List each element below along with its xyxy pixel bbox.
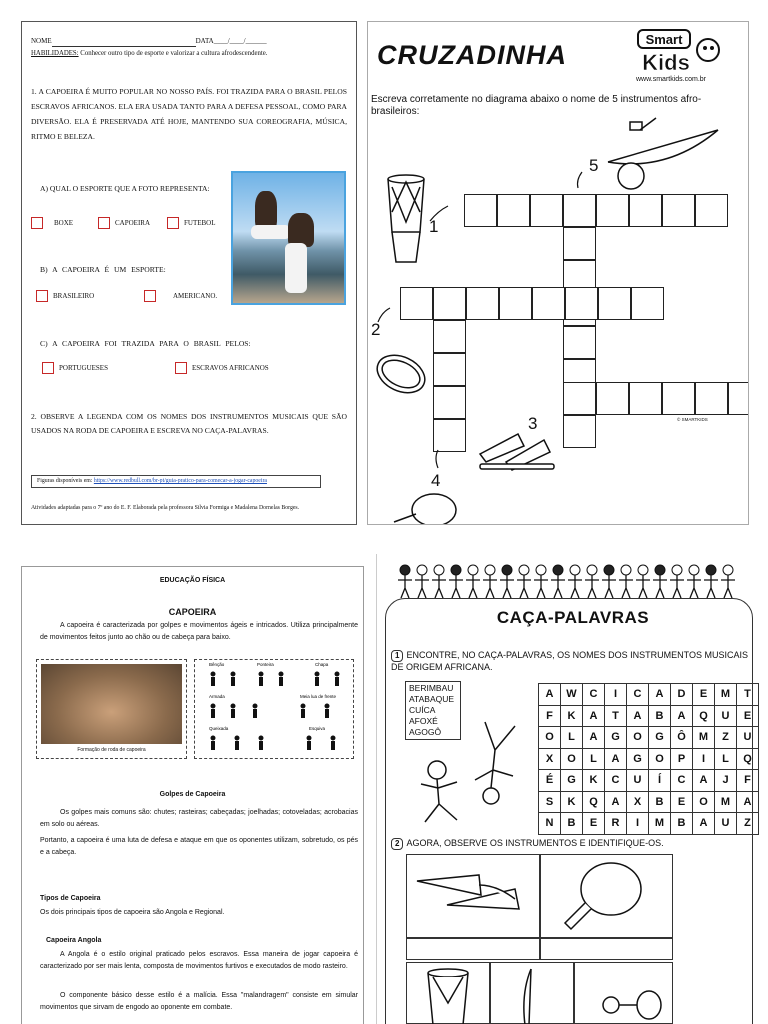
data-label: DATA bbox=[195, 37, 214, 45]
children-playing-illustration bbox=[405, 704, 535, 832]
header-row bbox=[31, 36, 347, 47]
child-body bbox=[704, 575, 718, 598]
task-1 bbox=[391, 650, 757, 673]
word-item: CUÍCA bbox=[409, 705, 436, 716]
instrument-drawings bbox=[368, 22, 749, 525]
angola-p1: A Angola é o estilo original praticado pelos escravos. Essa maneira de jogar capoeira é caracterizado por ser mais lenta, composta de movimentos furtivos e executados de modo rasteiro. bbox=[40, 951, 358, 970]
grid-letter[interactable]: T bbox=[605, 705, 627, 727]
grid-letter[interactable]: Í bbox=[649, 770, 671, 792]
grid-letter[interactable]: A bbox=[649, 684, 671, 706]
grid-letter[interactable]: M bbox=[693, 727, 715, 749]
grid-letter[interactable]: D bbox=[671, 684, 693, 706]
question-1-text: 1. A CAPOEIRA É MUITO POPULAR NO NOSSO PAÍS. FOI TRAZIDA PARA O BRASIL PELOS ESCRAVOS AFRICANOS. ELA ERA USADA TANTO PARA A DEFESA PESSOAL, COMO PARA DIVERSÃO. ELA É PRESERVADA ATÉ HOJE, MANTENDO SUA COREOGRAFIA, MÚSICA, RITMO E BELEZA. bbox=[31, 87, 347, 141]
child-body bbox=[551, 575, 565, 598]
child-head bbox=[417, 565, 427, 575]
grid-letter[interactable]: B bbox=[649, 705, 671, 727]
figures-source bbox=[31, 475, 321, 488]
grid-letter[interactable]: L bbox=[561, 727, 583, 749]
grid-letter[interactable]: É bbox=[539, 770, 561, 792]
grid-letter[interactable]: E bbox=[737, 705, 759, 727]
child-body bbox=[687, 575, 701, 598]
agogo-image bbox=[407, 855, 539, 937]
child-head bbox=[570, 565, 580, 575]
grid-letter[interactable]: M bbox=[649, 813, 671, 835]
move-label: Bênção bbox=[209, 662, 225, 667]
move-label: Ponteira bbox=[257, 662, 274, 667]
move-label: Armada bbox=[209, 694, 225, 699]
grid-letter[interactable]: C bbox=[605, 770, 627, 792]
option-portugueses[interactable] bbox=[42, 362, 108, 374]
question-c-text: C) A CAPOEIRA FOI TRAZIDA PARA O BRASIL PELOS: bbox=[40, 339, 251, 348]
child-body bbox=[415, 575, 429, 598]
grid-letter[interactable]: A bbox=[583, 727, 605, 749]
child-body bbox=[517, 575, 531, 598]
option-label: BOXE bbox=[54, 218, 74, 227]
grid-letter[interactable]: N bbox=[539, 813, 561, 835]
caxixi-drawing bbox=[394, 494, 456, 525]
photo-caption: Formação de roda de capoeira bbox=[77, 747, 146, 753]
grid-letter[interactable]: K bbox=[561, 791, 583, 813]
logo-top: Smart bbox=[645, 32, 683, 47]
berimbau-image bbox=[491, 963, 573, 1024]
checkbox[interactable] bbox=[175, 362, 187, 374]
grid-letter[interactable]: Z bbox=[737, 813, 759, 835]
grid-letter[interactable]: L bbox=[715, 748, 737, 770]
child-body bbox=[432, 575, 446, 598]
grid-letter[interactable]: F bbox=[539, 705, 561, 727]
grid-letter[interactable]: Q bbox=[693, 705, 715, 727]
letter-grid bbox=[538, 683, 759, 835]
child-head bbox=[451, 565, 461, 575]
option-label: FUTEBOL bbox=[184, 218, 216, 227]
clue-number-2: 2 bbox=[371, 320, 381, 339]
crossword-title: CRUZADINHA bbox=[377, 40, 567, 70]
logo-bottom: Kids bbox=[642, 50, 690, 75]
child-body bbox=[670, 575, 684, 598]
move-label: Esquiva bbox=[309, 726, 326, 731]
grid-row bbox=[539, 813, 759, 835]
article-intro: A capoeira é caracterizada por golpes e movimentos ágeis e intricados. Utiliza principalmente de movimentos feitos junto ao chão ou de cabeça para baixo. bbox=[40, 622, 358, 641]
grid-letter[interactable]: E bbox=[583, 813, 605, 835]
habilidades bbox=[31, 49, 347, 60]
child-head bbox=[536, 565, 546, 575]
grid-letter[interactable]: A bbox=[539, 684, 561, 706]
child-head bbox=[689, 565, 699, 575]
worksheet-panel bbox=[21, 21, 357, 525]
roda-photo-box bbox=[36, 659, 187, 759]
grid-letter[interactable]: Q bbox=[583, 791, 605, 813]
child-body bbox=[483, 575, 497, 598]
task-2-number: 2 bbox=[391, 838, 403, 850]
child-body bbox=[585, 575, 599, 598]
grid-letter[interactable]: J bbox=[715, 770, 737, 792]
grid-letter[interactable]: Ô bbox=[671, 727, 693, 749]
identify-box-caxixi[interactable] bbox=[574, 962, 673, 1024]
caxixi-image bbox=[575, 963, 672, 1024]
angola-p2: O componente básico desse estilo é a malícia. Essa "malandragem" consiste em simular movimentos que sirvam de engodo ao oponente em combate. bbox=[40, 992, 358, 1011]
arrow-5 bbox=[578, 172, 583, 188]
atabaque-drawing bbox=[388, 175, 424, 262]
child-head bbox=[723, 565, 733, 575]
golpes-p1: Os golpes mais comuns são: chutes; rasteiras; cabeçadas; joelhadas; cotoveladas; acrobacias em solo ou aéreas. bbox=[40, 809, 358, 828]
berimbau-drawing bbox=[608, 118, 718, 189]
grid-letter[interactable]: G bbox=[627, 748, 649, 770]
checkbox[interactable] bbox=[36, 290, 48, 302]
task-1-text: ENCONTRE, NO CAÇA-PALAVRAS, OS NOMES DOS INSTRUMENTOS MUSICAIS DE ORIGEM AFRICANA. bbox=[391, 650, 749, 672]
word-item: ATABAQUE bbox=[409, 694, 455, 705]
nome-line[interactable] bbox=[52, 36, 196, 47]
moves-illustration bbox=[195, 660, 351, 756]
grid-letter[interactable]: F bbox=[737, 770, 759, 792]
grid-letter[interactable]: A bbox=[627, 705, 649, 727]
grid-letter[interactable]: M bbox=[715, 684, 737, 706]
golpes-p2: Portanto, a capoeira é uma luta de defesa e ataque em que os oponentes utilizam, sobretudo, os pés e a cabeça. bbox=[40, 837, 358, 856]
capoeira-photo bbox=[231, 171, 346, 305]
atabaque-image bbox=[407, 963, 489, 1024]
grid-letter[interactable]: U bbox=[627, 770, 649, 792]
fighter-pants bbox=[285, 243, 307, 293]
checkbox[interactable] bbox=[98, 217, 110, 229]
grid-letter[interactable]: L bbox=[583, 748, 605, 770]
grid-letter[interactable]: U bbox=[715, 813, 737, 835]
credit-text: Atividades adaptadas para o 7º ano do E. F. Elaborada pela professora Silvia Formiga e Madalena Dornelas Borges. bbox=[31, 505, 300, 511]
grid-letter[interactable]: A bbox=[737, 791, 759, 813]
child-head bbox=[468, 565, 478, 575]
question-2-text: 2. OBSERVE A LEGENDA COM OS NOMES DOS INSTRUMENTOS MUSICAIS QUE SÃO USADOS NA RODA DE CAPOEIRA E ESCREVA NO CAÇA-PALAVRAS. bbox=[31, 412, 347, 436]
move-label: Chapa bbox=[315, 662, 329, 667]
option-label: AMERICANO. bbox=[173, 291, 218, 300]
grid-letter[interactable]: B bbox=[561, 813, 583, 835]
grid-letter[interactable]: W bbox=[561, 684, 583, 706]
child-head bbox=[604, 565, 614, 575]
grid-letter[interactable]: G bbox=[649, 727, 671, 749]
article-panel bbox=[21, 566, 364, 1024]
answer-line-2[interactable] bbox=[540, 938, 673, 960]
grid-letter[interactable]: Q bbox=[737, 748, 759, 770]
grid-row bbox=[539, 770, 759, 792]
child-body bbox=[466, 575, 480, 598]
crossword-instruction: Escreva corretamente no diagrama abaixo o nome de 5 instrumentos afro-brasileiros: bbox=[371, 94, 702, 117]
identify-box-berimbau[interactable] bbox=[490, 962, 574, 1024]
child-head bbox=[400, 565, 410, 575]
child-head bbox=[655, 565, 665, 575]
grid-letter[interactable]: A bbox=[605, 791, 627, 813]
option-americano[interactable] bbox=[144, 290, 217, 302]
grid-letter[interactable]: B bbox=[649, 791, 671, 813]
grid-letter[interactable]: U bbox=[737, 727, 759, 749]
child-head bbox=[502, 565, 512, 575]
child-head bbox=[519, 565, 529, 575]
data-slashes: ____/____/______ bbox=[213, 37, 267, 45]
child-head bbox=[485, 565, 495, 575]
grid-letter[interactable]: K bbox=[583, 770, 605, 792]
grid-letter[interactable]: I bbox=[693, 748, 715, 770]
move-figures bbox=[211, 672, 340, 751]
fighter-pants bbox=[251, 225, 291, 239]
copyright: © SMARTKIDS bbox=[677, 417, 708, 422]
child-body bbox=[721, 575, 735, 598]
grid-letter[interactable]: T bbox=[737, 684, 759, 706]
grid-row bbox=[539, 727, 759, 749]
child-body bbox=[568, 575, 582, 598]
word-item: AFOXÉ bbox=[409, 716, 438, 727]
question-a-text: A) QUAL O ESPORTE QUE A FOTO REPRESENTA: bbox=[40, 184, 210, 193]
pandeiro-drawing bbox=[371, 348, 431, 400]
grid-letter[interactable]: E bbox=[693, 684, 715, 706]
option-capoeira[interactable] bbox=[98, 217, 150, 229]
angola-title: Capoeira Angola bbox=[46, 937, 102, 944]
grid-letter[interactable]: O bbox=[539, 727, 561, 749]
arrow-4 bbox=[436, 450, 438, 468]
move-label: Queixada bbox=[209, 726, 229, 731]
option-futebol[interactable] bbox=[167, 217, 216, 229]
kids-row bbox=[398, 565, 735, 598]
child-body bbox=[602, 575, 616, 598]
identify-box-afoxe[interactable] bbox=[540, 854, 673, 938]
figuras-label: Figuras disponíveis em: bbox=[37, 478, 93, 484]
grid-letter[interactable]: O bbox=[649, 748, 671, 770]
afoxe-image bbox=[541, 855, 672, 937]
article-heading: EDUCAÇÃO FÍSICA bbox=[159, 577, 226, 584]
grid-letter[interactable]: C bbox=[583, 684, 605, 706]
fighter-shape bbox=[288, 213, 314, 247]
grid-letter[interactable]: I bbox=[605, 684, 627, 706]
grid-letter[interactable]: O bbox=[693, 791, 715, 813]
grid-letter[interactable]: A bbox=[605, 748, 627, 770]
child-body bbox=[398, 575, 412, 598]
child-body bbox=[653, 575, 667, 598]
option-label: CAPOEIRA bbox=[115, 218, 151, 227]
grid-letter[interactable]: A bbox=[583, 705, 605, 727]
checkbox[interactable] bbox=[31, 217, 43, 229]
grid-letter[interactable]: A bbox=[671, 705, 693, 727]
checkbox[interactable] bbox=[42, 362, 54, 374]
tipos-text: Os dois principais tipos de capoeira são Angola e Regional. bbox=[40, 909, 225, 916]
grid-letter[interactable]: A bbox=[693, 813, 715, 835]
word-item: BERIMBAU bbox=[409, 683, 454, 693]
grid-letter[interactable]: Z bbox=[715, 727, 737, 749]
fighter-shape bbox=[255, 191, 277, 229]
moves-illustration-box bbox=[194, 659, 354, 759]
option-label: PORTUGUESES bbox=[59, 363, 108, 372]
grid-letter[interactable]: I bbox=[627, 813, 649, 835]
option-escravos[interactable] bbox=[175, 362, 269, 374]
grid-letter[interactable]: O bbox=[627, 727, 649, 749]
clue-number-4: 4 bbox=[431, 471, 441, 490]
golpes-title: Golpes de Capoeira bbox=[159, 791, 226, 798]
grid-letter[interactable]: C bbox=[627, 684, 649, 706]
grid-letter[interactable]: A bbox=[693, 770, 715, 792]
child-head bbox=[553, 565, 563, 575]
arrow-2 bbox=[378, 308, 390, 322]
option-label: BRASILEIRO bbox=[53, 291, 95, 300]
agogo-drawing bbox=[480, 434, 554, 470]
grid-letter[interactable]: E bbox=[671, 791, 693, 813]
grid-letter[interactable]: G bbox=[561, 770, 583, 792]
child-head bbox=[638, 565, 648, 575]
answer-line-1[interactable] bbox=[406, 938, 540, 960]
move-label: Meia lua de frente bbox=[300, 694, 337, 699]
grid-row bbox=[539, 705, 759, 727]
question-b-text: B) A CAPOEIRA É UM ESPORTE: bbox=[40, 265, 166, 274]
clue-number-3: 3 bbox=[528, 414, 538, 433]
roda-photo bbox=[41, 664, 182, 744]
grid-row bbox=[539, 748, 759, 770]
checkbox[interactable] bbox=[167, 217, 179, 229]
grid-letter[interactable]: M bbox=[715, 791, 737, 813]
grid-letter[interactable]: R bbox=[605, 813, 627, 835]
child-body bbox=[534, 575, 548, 598]
article-title: CAPOEIRA bbox=[168, 607, 217, 617]
checkbox[interactable] bbox=[144, 290, 156, 302]
child-body bbox=[500, 575, 514, 598]
tipos-title: Tipos de Capoeira bbox=[40, 895, 101, 902]
child-body bbox=[619, 575, 633, 598]
wordsearch-panel bbox=[376, 554, 768, 1024]
site-url: www.smartkids.com.br bbox=[636, 76, 707, 83]
child-head bbox=[621, 565, 631, 575]
clue-number-1: 1 bbox=[429, 217, 439, 236]
option-label: ESCRAVOS AFRICANOS bbox=[192, 363, 269, 372]
task-2-text: AGORA, OBSERVE OS INSTRUMENTOS E IDENTIFIQUE-OS. bbox=[406, 838, 664, 848]
task-1-number: 1 bbox=[391, 650, 403, 662]
grid-letter[interactable]: X bbox=[627, 791, 649, 813]
nome-label: NOME bbox=[31, 37, 52, 45]
identify-box-atabaque[interactable] bbox=[406, 962, 490, 1024]
grid-letter[interactable]: S bbox=[539, 791, 561, 813]
grid-letter[interactable]: K bbox=[561, 705, 583, 727]
child-head bbox=[587, 565, 597, 575]
habilidades-label: HABILIDADES: bbox=[31, 49, 79, 57]
crossword-panel bbox=[367, 21, 749, 525]
word-item: AGOGÔ bbox=[409, 727, 442, 738]
grid-letter[interactable]: P bbox=[671, 748, 693, 770]
option-boxe[interactable] bbox=[31, 217, 73, 229]
identify-box-agogo[interactable] bbox=[406, 854, 540, 938]
option-brasileiro[interactable] bbox=[36, 290, 94, 302]
clue-number-5: 5 bbox=[589, 156, 599, 175]
task-2 bbox=[391, 838, 664, 850]
grid-row bbox=[539, 684, 759, 706]
child-body bbox=[636, 575, 650, 598]
arrow-1 bbox=[430, 206, 448, 221]
grid-letter[interactable]: G bbox=[605, 727, 627, 749]
grid-letter[interactable]: B bbox=[671, 813, 693, 835]
grid-letter[interactable]: X bbox=[539, 748, 561, 770]
habilidades-text: Conhecer outro tipo de esporte e valorizar a cultura afrodescendente. bbox=[80, 49, 268, 57]
grid-row bbox=[539, 791, 759, 813]
grid-letter[interactable]: O bbox=[561, 748, 583, 770]
child-head bbox=[706, 565, 716, 575]
figuras-link[interactable]: https://www.redbull.com/br-pt/guia-pratico-para-comecar-a-jogar-capoeira bbox=[93, 478, 267, 484]
child-body bbox=[449, 575, 463, 598]
wordsearch-title: CAÇA-PALAVRAS bbox=[496, 608, 650, 627]
child-head bbox=[672, 565, 682, 575]
grid-letter[interactable]: U bbox=[715, 705, 737, 727]
grid-letter[interactable]: C bbox=[671, 770, 693, 792]
child-head bbox=[434, 565, 444, 575]
